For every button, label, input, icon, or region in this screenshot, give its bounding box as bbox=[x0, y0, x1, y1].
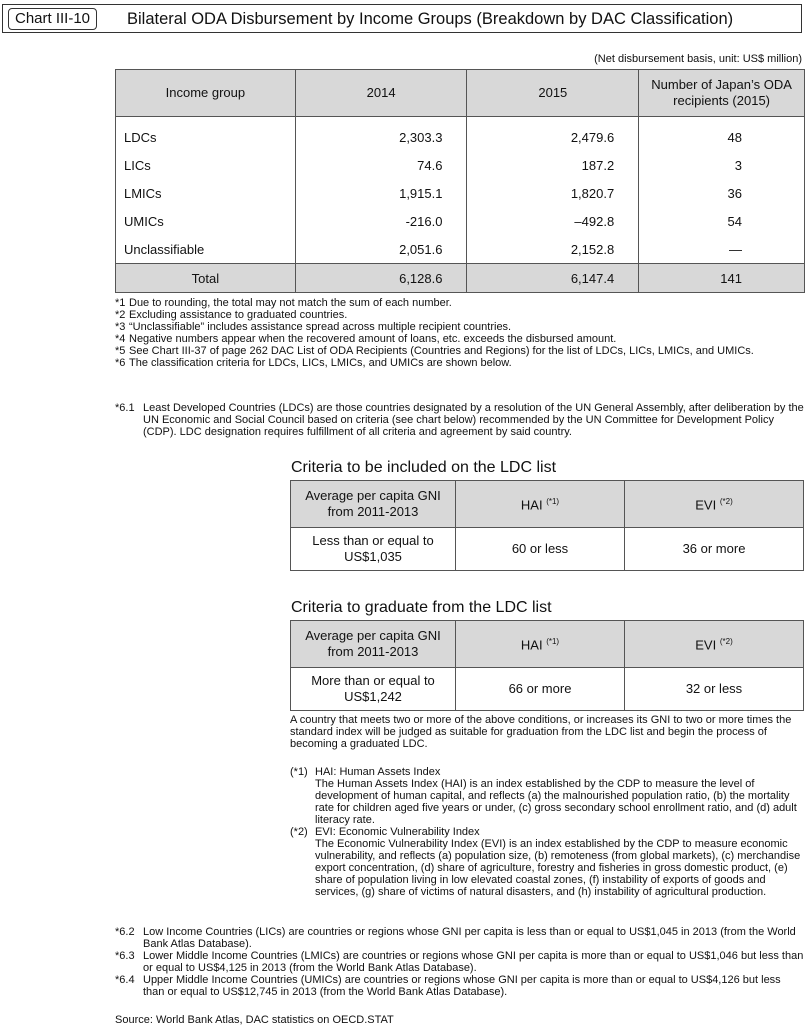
footnote-key: *5 bbox=[115, 345, 126, 357]
row-name: LICs bbox=[116, 151, 296, 179]
index-definitions bbox=[290, 766, 805, 898]
hai-label: HAI bbox=[520, 497, 543, 513]
note-text: Low Income Countries (LICs) are countries or regions whose GNI per capita is less than or equal to US$1,045 in 2013 (from the World Bank Atlas Database). bbox=[143, 926, 796, 950]
footnote-key: *1 bbox=[115, 297, 126, 309]
income-note bbox=[115, 926, 805, 950]
row-name: UMICs bbox=[116, 207, 296, 235]
row-2015: 187.2 bbox=[467, 151, 639, 179]
footnote-text: See Chart III-37 of page 262 DAC List of ODA Recipients (Countries and Regions) for the list of LDCs, LICs, LMICs, and UMICs. bbox=[129, 345, 754, 357]
col-header-2014: 2014 bbox=[295, 70, 467, 117]
col-header-2015: 2015 bbox=[467, 70, 639, 117]
include-criteria-title: Criteria to be included on the LDC list bbox=[291, 459, 557, 476]
criteria-header-row bbox=[291, 621, 804, 668]
income-note bbox=[115, 974, 805, 998]
note-text: Lower Middle Income Countries (LMICs) are countries or regions whose GNI per capita is more than or equal to US$1,046 but less than or equal to US$4,125 in 2013 (from the World Bank Atlas Database). bbox=[143, 950, 804, 974]
footnote bbox=[115, 297, 805, 309]
definition bbox=[290, 826, 805, 898]
evi-value: 32 or less bbox=[625, 668, 804, 711]
note-key: *6.2 bbox=[115, 926, 135, 938]
hai-footnote: (*1) bbox=[546, 497, 560, 507]
gni-value: More than or equal to US$1,242 bbox=[291, 668, 456, 711]
row-name: Unclassifiable bbox=[116, 235, 296, 264]
footnote-key: *6 bbox=[115, 357, 126, 369]
income-definitions bbox=[115, 926, 805, 998]
footnote-text: Excluding assistance to graduated countries. bbox=[129, 309, 348, 321]
col-header-recipients: Number of Japan’s ODA recipients (2015) bbox=[639, 70, 805, 117]
total-row bbox=[116, 264, 805, 293]
note-text: Least Developed Countries (LDCs) are those countries designated by a resolution of the UN General Assembly, after deliberation by the UN Economic and Social Council based on criteria (see chart below) recommended by the UN Committee for Development Policy (CDP). LDC designation requires fulfillment of all criteria and agreement by said country. bbox=[143, 402, 804, 438]
hai-label: HAI bbox=[520, 637, 543, 653]
note-key: *6.1 bbox=[115, 402, 135, 414]
footnote bbox=[115, 357, 805, 369]
definition bbox=[290, 766, 805, 826]
footnotes bbox=[115, 297, 805, 369]
unit-note: (Net disbursement basis, unit: US$ million) bbox=[594, 53, 802, 65]
note-text: Upper Middle Income Countries (UMICs) are countries or regions whose GNI per capita is more than or equal to US$4,126 but less than or equal to US$12,745 in 2013 (from the World Bank Atlas Database). bbox=[143, 974, 781, 998]
evi-footnote: (*2) bbox=[719, 497, 733, 507]
row-count: — bbox=[639, 235, 805, 264]
row-count: 54 bbox=[639, 207, 805, 235]
row-2015: 2,479.6 bbox=[467, 117, 639, 152]
graduate-criteria-title: Criteria to graduate from the LDC list bbox=[291, 599, 552, 616]
row-2015: 1,820.7 bbox=[467, 179, 639, 207]
definition-body: The Human Assets Index (HAI) is an index established by the CDP to measure the level of development of human capital, and reflects (a) the malnourished population ratio, (b) the mortality rate for children aged five years or under, (c) gross secondary school enrollment ratio, and (d) adult literacy rate. bbox=[315, 778, 797, 826]
definition-title: HAI: Human Assets Index bbox=[315, 766, 441, 778]
graduate-criteria-table bbox=[290, 620, 804, 711]
footnote-text: “Unclassifiable” includes assistance spread across multiple recipient countries. bbox=[129, 321, 512, 333]
footnote-text: Negative numbers appear when the recovered amount of loans, etc. exceeds the disbursed amount. bbox=[129, 333, 617, 345]
row-2014: -216.0 bbox=[295, 207, 467, 235]
source-note: Source: World Bank Atlas, DAC statistics on OECD.STAT bbox=[115, 1014, 394, 1026]
footnote bbox=[115, 333, 805, 345]
criteria-row bbox=[291, 668, 804, 711]
evi-value: 36 or more bbox=[625, 528, 804, 571]
note-key: *6.4 bbox=[115, 974, 135, 986]
table-header-row bbox=[116, 70, 805, 117]
chart-label: Chart III-10 bbox=[8, 8, 97, 30]
row-count: 3 bbox=[639, 151, 805, 179]
chart-header bbox=[2, 4, 802, 33]
gni-header: Average per capita GNI from 2011-2013 bbox=[291, 621, 456, 668]
row-name: LMICs bbox=[116, 179, 296, 207]
row-2014: 74.6 bbox=[295, 151, 467, 179]
footnote-key: *2 bbox=[115, 309, 126, 321]
hai-header bbox=[456, 621, 625, 668]
evi-label: EVI bbox=[695, 637, 717, 653]
definition-body: The Economic Vulnerability Index (EVI) is an index established by the CDP to measure economic vulnerability, and reflects (a) population size, (b) remoteness (from global markets), (c) merchandise export concentration, (d) share of agriculture, forestry and fisheries in gross domestic product, (e) share of population living in low elevated coastal zones, (f) instability of exports of goods and services, (g) share of victims of natural disasters, and (h) instability of agricultural production. bbox=[315, 838, 801, 898]
oda-table bbox=[115, 69, 805, 293]
row-name: LDCs bbox=[116, 117, 296, 152]
footnote-key: *3 bbox=[115, 321, 126, 333]
row-count: 48 bbox=[639, 117, 805, 152]
footnote-text: Due to rounding, the total may not match the sum of each number. bbox=[129, 297, 452, 309]
total-2015: 6,147.4 bbox=[467, 264, 639, 293]
include-criteria-table bbox=[290, 480, 804, 571]
row-count: 36 bbox=[639, 179, 805, 207]
definition-key: (*2) bbox=[290, 826, 308, 838]
criteria-row bbox=[291, 528, 804, 571]
criteria-header-row bbox=[291, 481, 804, 528]
row-2015: –492.8 bbox=[467, 207, 639, 235]
evi-footnote: (*2) bbox=[719, 637, 733, 647]
footnote bbox=[115, 309, 805, 321]
total-label: Total bbox=[116, 264, 296, 293]
col-header-income-group: Income group bbox=[116, 70, 296, 117]
graduation-paragraph: A country that meets two or more of the above conditions, or increases its GNI to two or more times the standard index will be judged as suitable for graduation from the LDC list and begin the process of becoming a graduated LDC. bbox=[290, 714, 792, 750]
table-row bbox=[116, 207, 805, 235]
gni-header: Average per capita GNI from 2011-2013 bbox=[291, 481, 456, 528]
hai-header bbox=[456, 481, 625, 528]
hai-value: 66 or more bbox=[456, 668, 625, 711]
income-note bbox=[115, 950, 805, 974]
total-count: 141 bbox=[639, 264, 805, 293]
definition-key: (*1) bbox=[290, 766, 308, 778]
table-row bbox=[116, 235, 805, 264]
row-2014: 1,915.1 bbox=[295, 179, 467, 207]
gni-value: Less than or equal to US$1,035 bbox=[291, 528, 456, 571]
chart-title: Bilateral ODA Disbursement by Income Groups (Breakdown by DAC Classification) bbox=[127, 10, 734, 28]
evi-label: EVI bbox=[695, 497, 717, 513]
table-row bbox=[116, 117, 805, 152]
total-2014: 6,128.6 bbox=[295, 264, 467, 293]
table-row bbox=[116, 179, 805, 207]
hai-value: 60 or less bbox=[456, 528, 625, 571]
footnote-text: The classification criteria for LDCs, LICs, LMICs, and UMICs are shown below. bbox=[129, 357, 512, 369]
footnote bbox=[115, 321, 805, 333]
evi-header bbox=[625, 481, 804, 528]
row-2014: 2,303.3 bbox=[295, 117, 467, 152]
evi-header bbox=[625, 621, 804, 668]
footnote bbox=[115, 345, 805, 357]
footnote-key: *4 bbox=[115, 333, 126, 345]
table-row bbox=[116, 151, 805, 179]
note-6-1 bbox=[115, 402, 805, 438]
hai-footnote: (*1) bbox=[546, 637, 560, 647]
row-2015: 2,152.8 bbox=[467, 235, 639, 264]
definition-title: EVI: Economic Vulnerability Index bbox=[315, 826, 480, 838]
note-key: *6.3 bbox=[115, 950, 135, 962]
row-2014: 2,051.6 bbox=[295, 235, 467, 264]
